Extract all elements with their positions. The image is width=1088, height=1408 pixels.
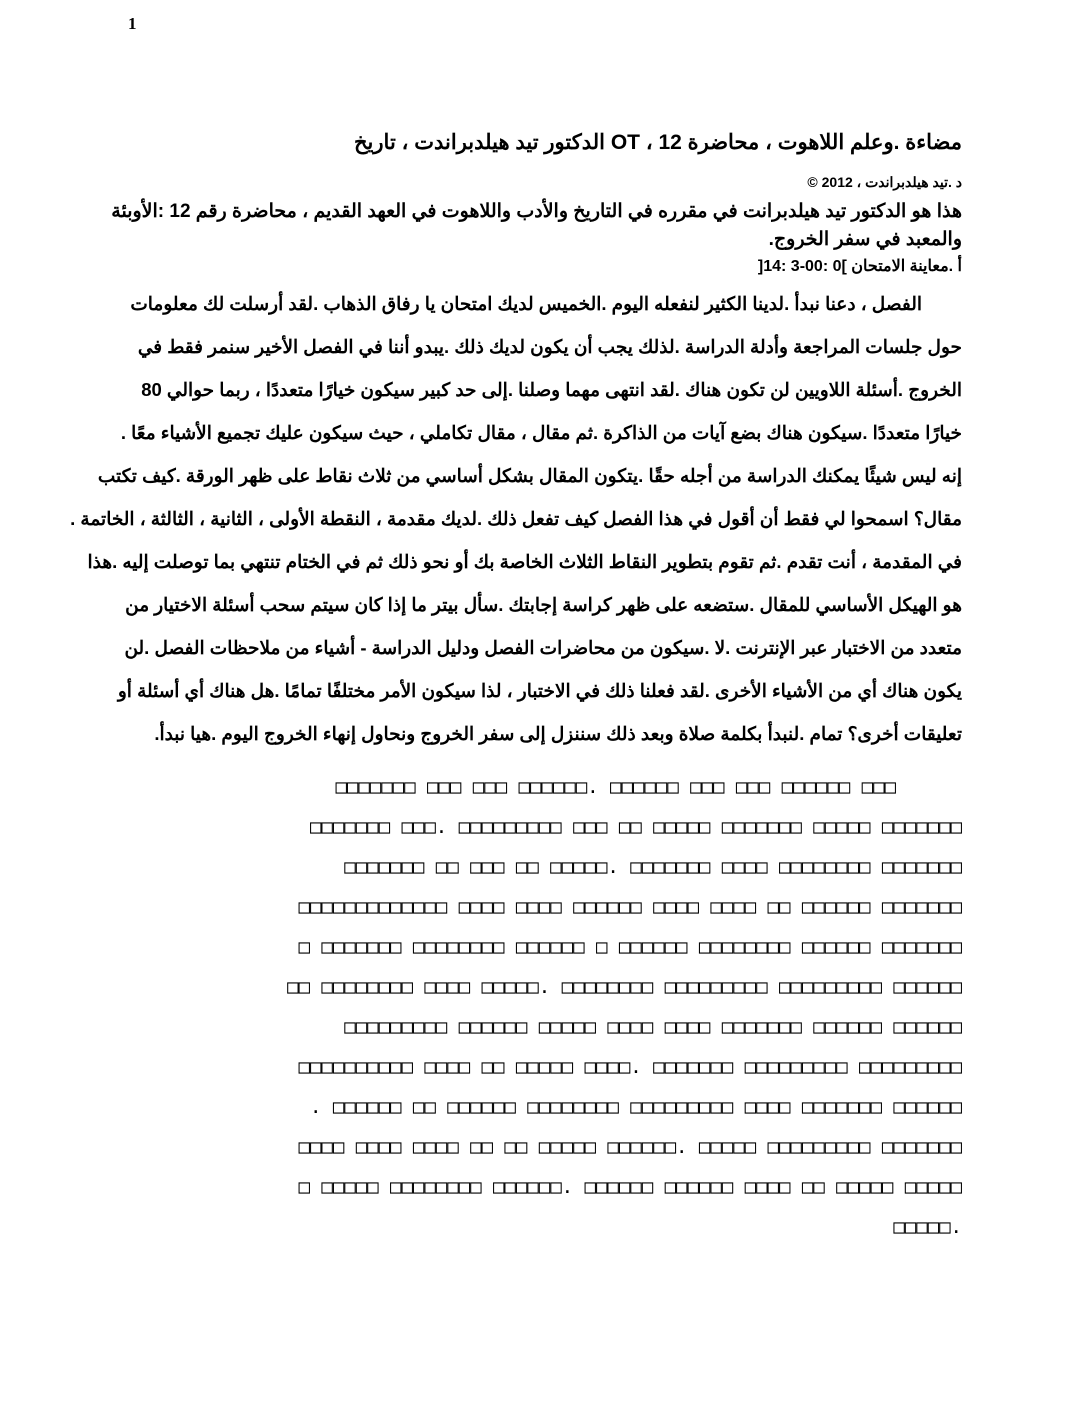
body-line: تعليقات أخرى؟ تمام .لنبدأ بكلمة صلاة وبعد ذلك سننزل إلى سفر الخروج ونحاول إنهاء الخروج اليوم .هيا نبدأ.	[154, 723, 962, 744]
unrendered-line: □□□□□.	[893, 1216, 962, 1238]
unrendered-text-block	[140, 772, 962, 1252]
body-paragraph	[70, 290, 962, 763]
unrendered-line: □□□□□□□ □□□ □□□ □□□□□□. □□□□□□ □□□ □□□ □□□□□□ □□□	[335, 776, 896, 798]
body-line: في المقدمة ، أنت تقدم .ثم تقوم بتطوير النقاط الثلاث الخاصة بك أو نحو ذلك ثم في الختام تنتهي بما توصلت إليه .هذا	[87, 551, 962, 572]
unrendered-line: . □□□□□□ □□ □□□□□□ □□□□□□□□ □□□□□□□□□ □□□□ □□□□□□□ □□□□□□	[309, 1096, 962, 1118]
unrendered-line: □□□□□□□ □□□. □□□□□□□□□ □□□ □□ □□□□□ □□□□□□□ □□□□□ □□□□□□□	[309, 816, 962, 838]
body-line: هو الهيكل الأساسي للمقال .ستضعه على ظهر كراسة إجابتك .سأل بيتر ما إذا كان سيتم سحب أسئلة الاختيار من	[125, 594, 962, 615]
unrendered-line: □□ □□□□□□□□ □□□□ □□□□□. □□□□□□□□ □□□□□□□□□ □□□□□□□□□ □□□□□□	[287, 976, 962, 998]
body-line: إنه ليس شيئًا يمكنك الدراسة من أجله حقًا .يتكون المقال بشكل أساسي من ثلاث نقاط على ظهر الورقة .كيف تكتب	[97, 465, 962, 486]
section-heading: أ .معاينة الامتحان ]0 :00-3 :14[	[757, 258, 962, 275]
unrendered-line: □□□□ □□□□ □□□□ □□ □□ □□□□□ □□□□□□. □□□□□ □□□□□□□□□ □□□□□□□	[298, 1136, 962, 1158]
body-line: خيارًا متعددًا .سيكون هناك بضع آيات من الذاكرة .ثم مقال ، مقال تكاملي ، حيث سيكون عليك تجميع الأشياء معًا .	[120, 422, 962, 443]
unrendered-line: □□□□□□□□□□ □□□□ □□ □□□□□ □□□□. □□□□□□□ □□□□□□□□□ □□□□□□□□□	[298, 1056, 962, 1078]
copyright-line: د .تيد هيلدبراندت ، 2012 ©	[807, 174, 962, 190]
unrendered-line: □ □□□□□ □□□□□□□□ □□□□□□. □□□□□□ □□□□□□ □□□□ □□ □□□□□ □□□□□	[298, 1176, 962, 1198]
body-line: يكون هناك أي من الأشياء الأخرى .لقد فعلنا ذلك في الاختبار ، لذا سيكون الأمر مختلفًا تمامًا .هل هناك أي أسئلة أو	[117, 680, 962, 701]
unrendered-line: □□□□□□□□□ □□□□□□ □□□□□ □□□□ □□□□ □□□□□□□ □□□□□□ □□□□□□	[344, 1016, 962, 1038]
body-line: الفصل ، دعنا نبدأ .لدينا الكثير لنفعله اليوم .الخميس لديك امتحان يا رفاق الذهاب .لقد أرسلت لك معلومات	[130, 293, 922, 314]
intro-line: والمعبد في سفر الخروج.	[768, 229, 962, 250]
unrendered-line: □□□□□□□□□□□□□ □□□□ □□□□ □□□□□□ □□□□ □□□□ □□ □□□□□□ □□□□□□□	[298, 896, 962, 918]
body-line: متعدد من الاختبار عبر الإنترنت .لا .سيكون من محاضرات الفصل ودليل الدراسة - أشياء من ملاحظات الفصل .لن	[124, 637, 962, 658]
document-title: مضاءة .وعلم اللاهوت ، محاضرة 12 ، OT الدكتور تيد هيلدبراندت ، تاريخ	[354, 131, 962, 154]
intro-line: هذا هو الدكتور تيد هيلدبرانت في مقرره في التاريخ والأدب واللاهوت في العهد القديم ، محاضرة رقم 12 :الأوبئة	[111, 201, 962, 222]
page-number: 1	[128, 14, 137, 33]
unrendered-line: □ □□□□□□□ □□□□□□□□ □□□□□□ □ □□□□□□ □□□□□□□□ □□□□□□ □□□□□□□	[298, 936, 962, 958]
body-line: حول جلسات المراجعة وأدلة الدراسة .لذلك يجب أن يكون لديك ذلك .يبدو أننا في الفصل الأخير سنمر فقط في	[137, 336, 962, 357]
body-line: مقال؟ اسمحوا لي فقط أن أقول في هذا الفصل كيف تفعل ذلك .لديك مقدمة ، النقطة الأولى ، الثانية ، الثالثة ، الخاتمة .	[70, 508, 962, 529]
body-line: الخروج .أسئلة اللاويين لن تكون هناك .لقد انتهى مهما وصلنا .إلى حد كبير سيكون خيارًا متعددًا ، ربما حوالي 80	[141, 379, 962, 400]
unrendered-line: □□□□□□□ □□ □□□ □□ □□□□□. □□□□□□□ □□□□ □□□□□□□□ □□□□□□□	[344, 856, 962, 878]
